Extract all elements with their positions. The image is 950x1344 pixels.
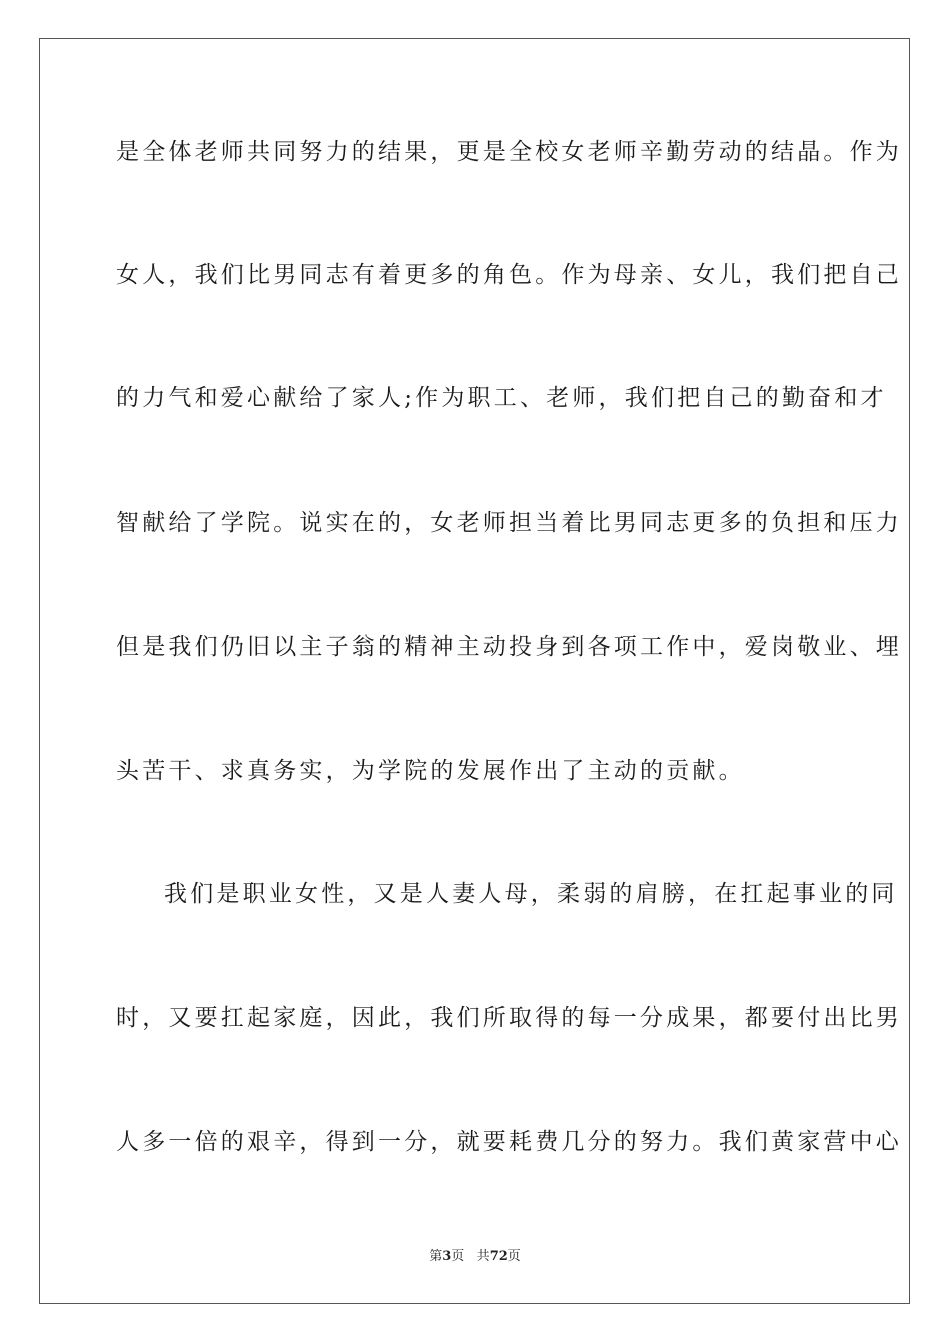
paragraph-2-first-line: 我们是职业女性，又是人妻人母，柔弱的肩膀，在扛起事业的同 [164,881,898,907]
body-text-line-2: 女人，我们比男同志有着更多的角色。作为母亲、女儿，我们把自己 [116,262,902,288]
page-prefix: 第 [429,1249,443,1264]
page-border [39,38,910,1304]
body-text-line-6: 头苦干、求真务实，为学院的发展作出了主动的贡献。 [116,758,745,784]
page-number: 3 [442,1249,452,1264]
body-text-line-4: 智献给了学院。说实在的，女老师担当着比男同志更多的负担和压力 [116,510,902,536]
body-text-line-3: 的力气和爱心献给了家人;作为职工、老师，我们把自己的勤奋和才 [116,385,887,411]
page-suffix: 页 [451,1249,465,1264]
body-text-line-8: 时，又要扛起家庭，因此，我们所取得的每一分成果，都要付出比男 [116,1005,902,1031]
total-pages: 72 [489,1249,508,1264]
body-text-line-9: 人多一倍的艰辛，得到一分，就要耗费几分的努力。我们黄家营中心 [116,1129,902,1155]
body-text-line-5: 但是我们仍旧以主子翁的精神主动投身到各项工作中，爱岗敬业、埋 [116,634,902,660]
page-footer [0,1245,950,1264]
body-text-line-1: 是全体老师共同努力的结果，更是全校女老师辛勤劳动的结晶。作为 [116,139,902,165]
total-suffix: 页 [507,1249,521,1264]
total-prefix: 共 [476,1249,490,1264]
